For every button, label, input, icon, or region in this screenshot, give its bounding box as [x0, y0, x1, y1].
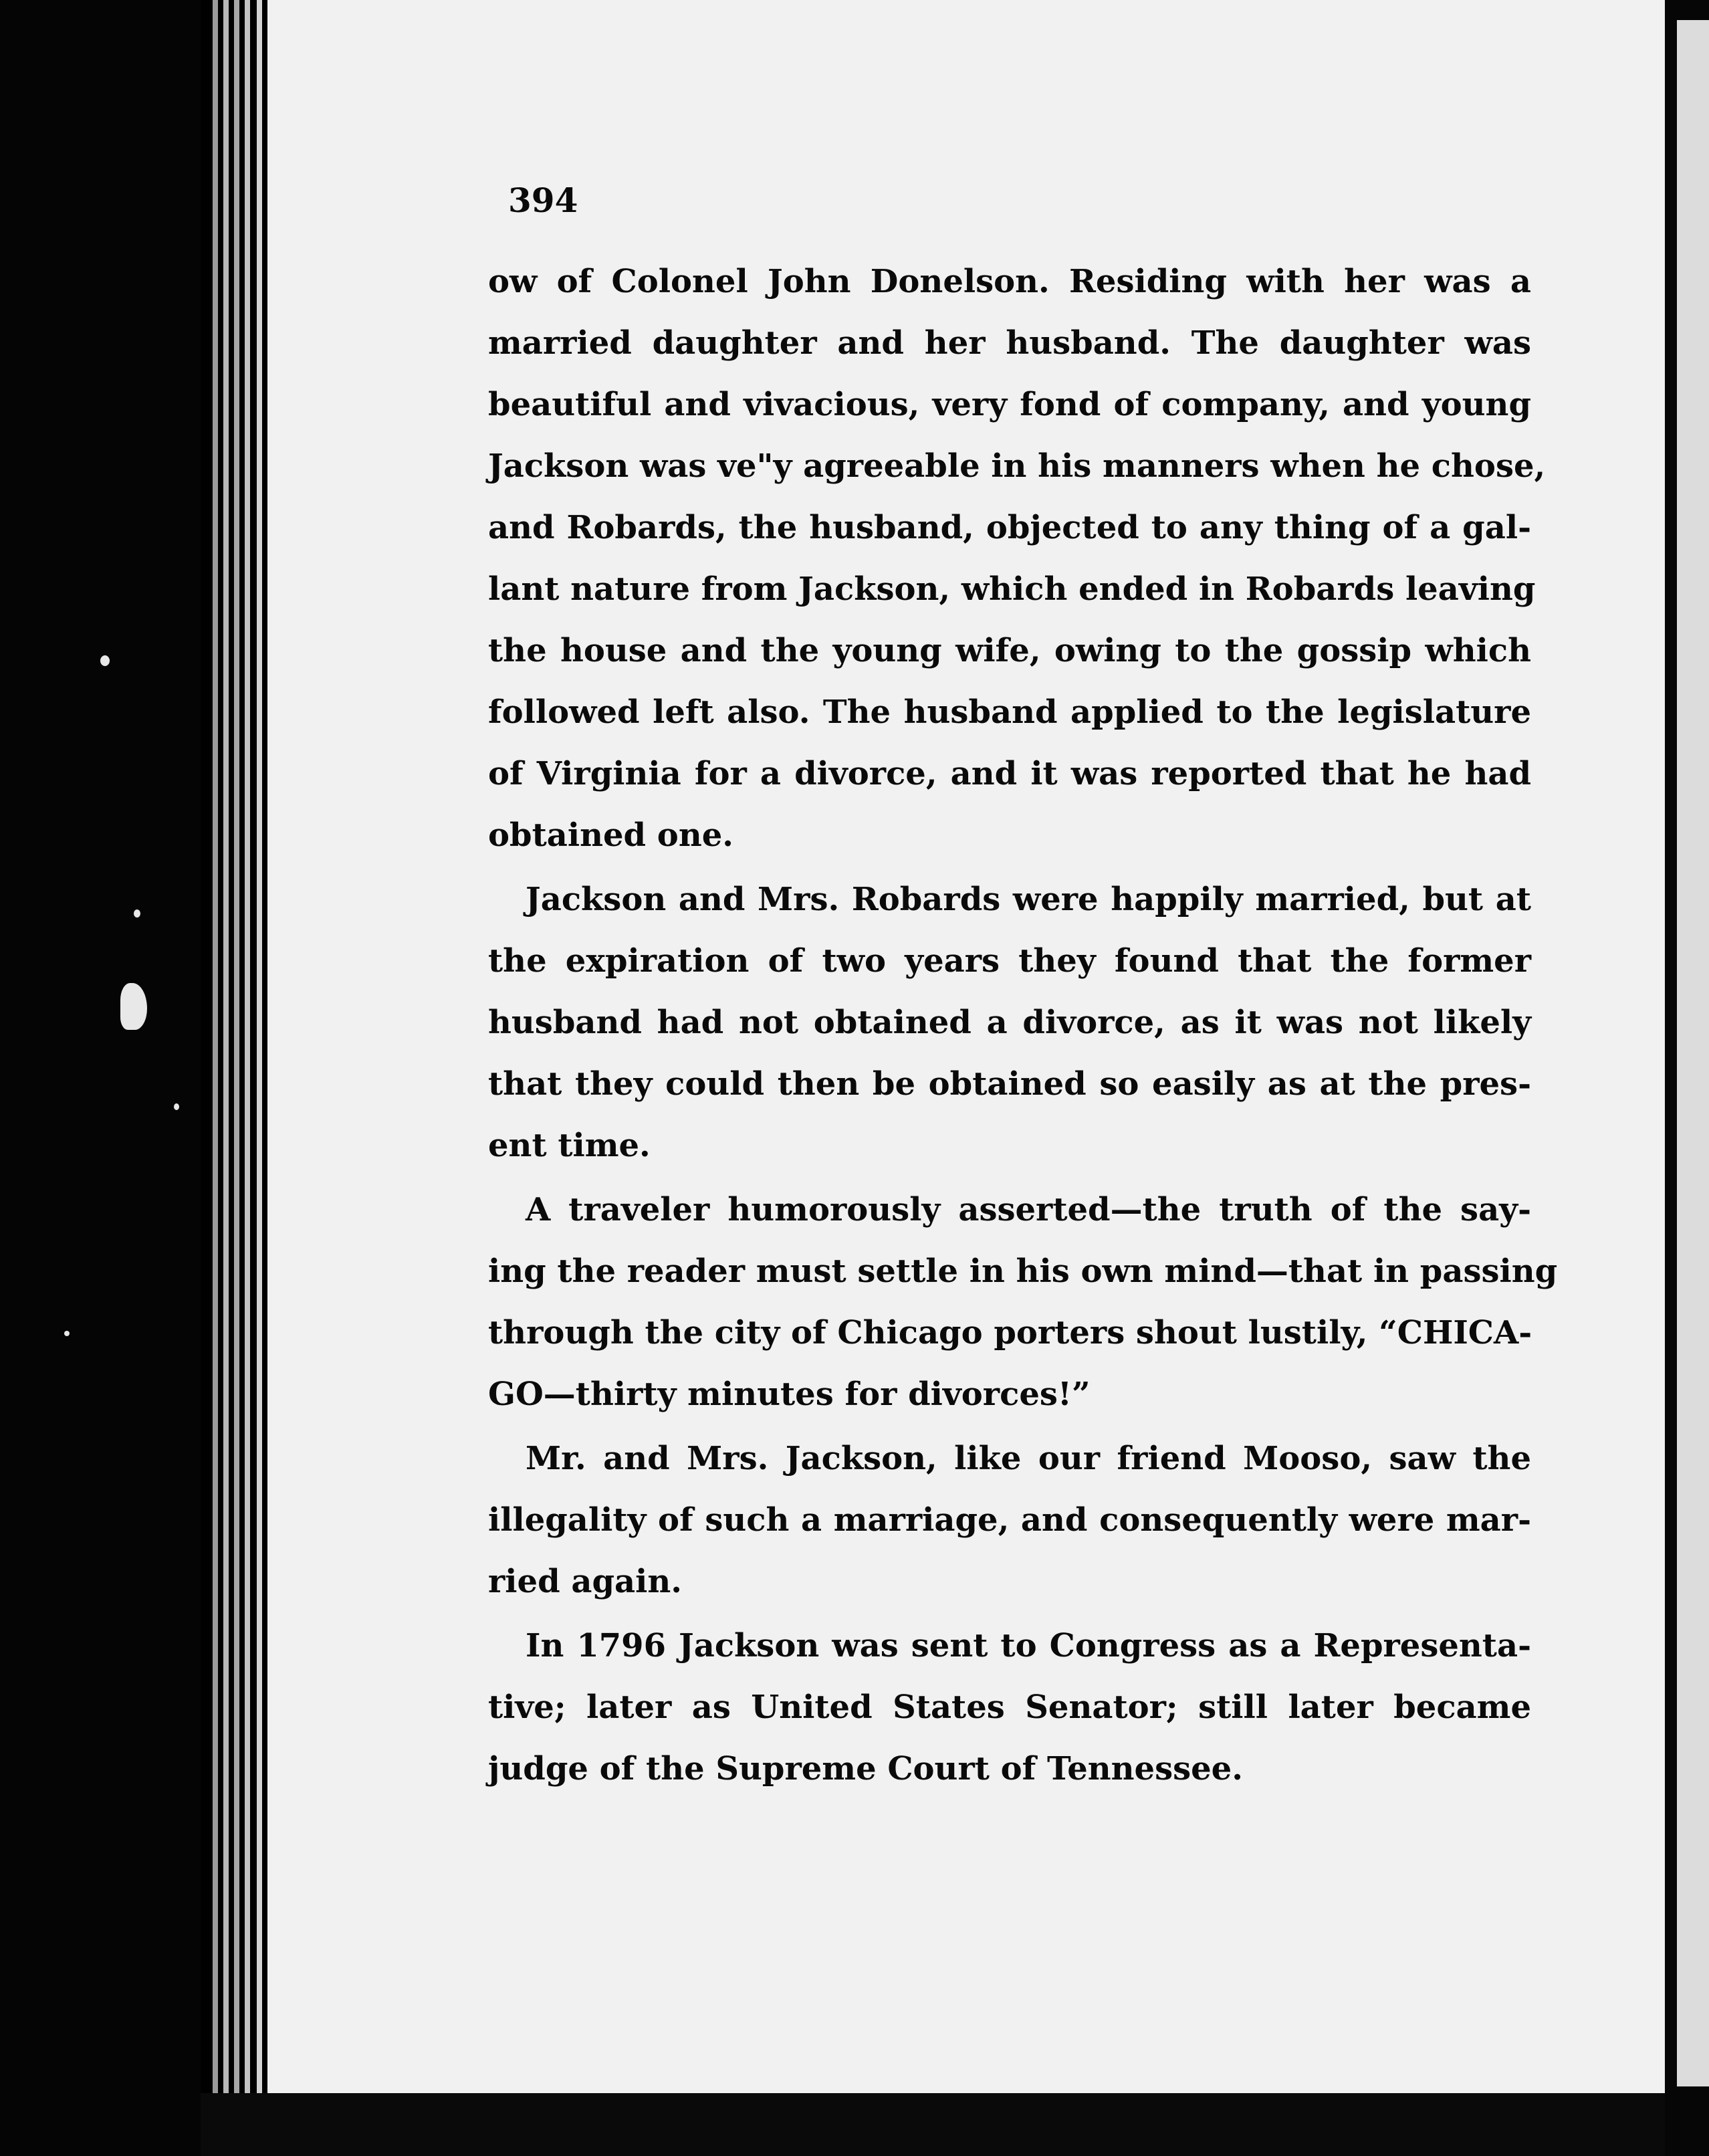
page-edge [234, 0, 239, 2156]
text-line: Mr. and Mrs. Jackson, like our friend Mooso, saw the [526, 1440, 1531, 1477]
text-line: In 1796 Jackson was sent to Congress as a Representa- [526, 1627, 1531, 1664]
paragraph [488, 1179, 1558, 1425]
page-edge [257, 0, 262, 2156]
text-line: through the city of Chicago porters shout lustily, “CHICA- [488, 1314, 1532, 1352]
text-line: illegality of such a marriage, and consequently were mar- [488, 1501, 1531, 1539]
page-edge [213, 0, 218, 2156]
text-line: the expiration of two years they found that the former [488, 942, 1531, 980]
page-bottom-shadow [201, 2093, 1665, 2156]
text-line: GO—thirty minutes for divorces!” [488, 1376, 1091, 1413]
speck [100, 655, 110, 666]
paragraph [488, 251, 1546, 866]
paragraph [488, 1615, 1531, 1800]
text-line: A traveler humorously asserted—the truth of the say- [526, 1191, 1531, 1228]
text-line: of Virginia for a divorce, and it was reported that he had [488, 755, 1531, 792]
text-line: obtained one. [488, 817, 733, 854]
next-page-edge [1677, 20, 1709, 2086]
paragraph [488, 869, 1531, 1176]
text-line: followed left also. The husband applied to the legislature [488, 693, 1531, 731]
speck [64, 1331, 70, 1336]
text-line: Jackson and Mrs. Robards were happily married, but at [526, 881, 1531, 918]
speck [134, 909, 140, 918]
page-edge [223, 0, 229, 2156]
text-line: the house and the young wife, owing to the gossip which [488, 632, 1531, 669]
speck [120, 983, 147, 1030]
dark-left-margin [0, 0, 201, 2156]
text-line: ow of Colonel John Donelson. Residing with her was a [488, 263, 1531, 300]
page-number: 394 [508, 181, 578, 220]
text-line: and Robards, the husband, objected to any thing of a gal- [488, 509, 1531, 546]
speck [174, 1103, 179, 1110]
text-line: beautiful and vivacious, very fond of company, and young [488, 386, 1531, 423]
paragraph [488, 1428, 1531, 1612]
text-line: Jackson was ve"y agreeable in his manners when he chose, [488, 447, 1546, 485]
text-line: tive; later as United States Senator; still later became [488, 1689, 1531, 1726]
text-line: ent time. [488, 1127, 651, 1164]
text-line: judge of the Supreme Court of Tennessee. [488, 1750, 1243, 1788]
text-line: married daughter and her husband. The daughter was [488, 324, 1531, 362]
text-line: that they could then be obtained so easily as at the pres- [488, 1065, 1531, 1103]
page-text [488, 181, 1558, 1800]
text-line: lant nature from Jackson, which ended in Robards leaving [488, 570, 1536, 608]
page-edge [245, 0, 250, 2156]
text-line: ried again. [488, 1563, 682, 1600]
text-line: husband had not obtained a divorce, as it was not likely [488, 1004, 1531, 1041]
text-line: ing the reader must settle in his own mind—that in passing [488, 1253, 1558, 1290]
